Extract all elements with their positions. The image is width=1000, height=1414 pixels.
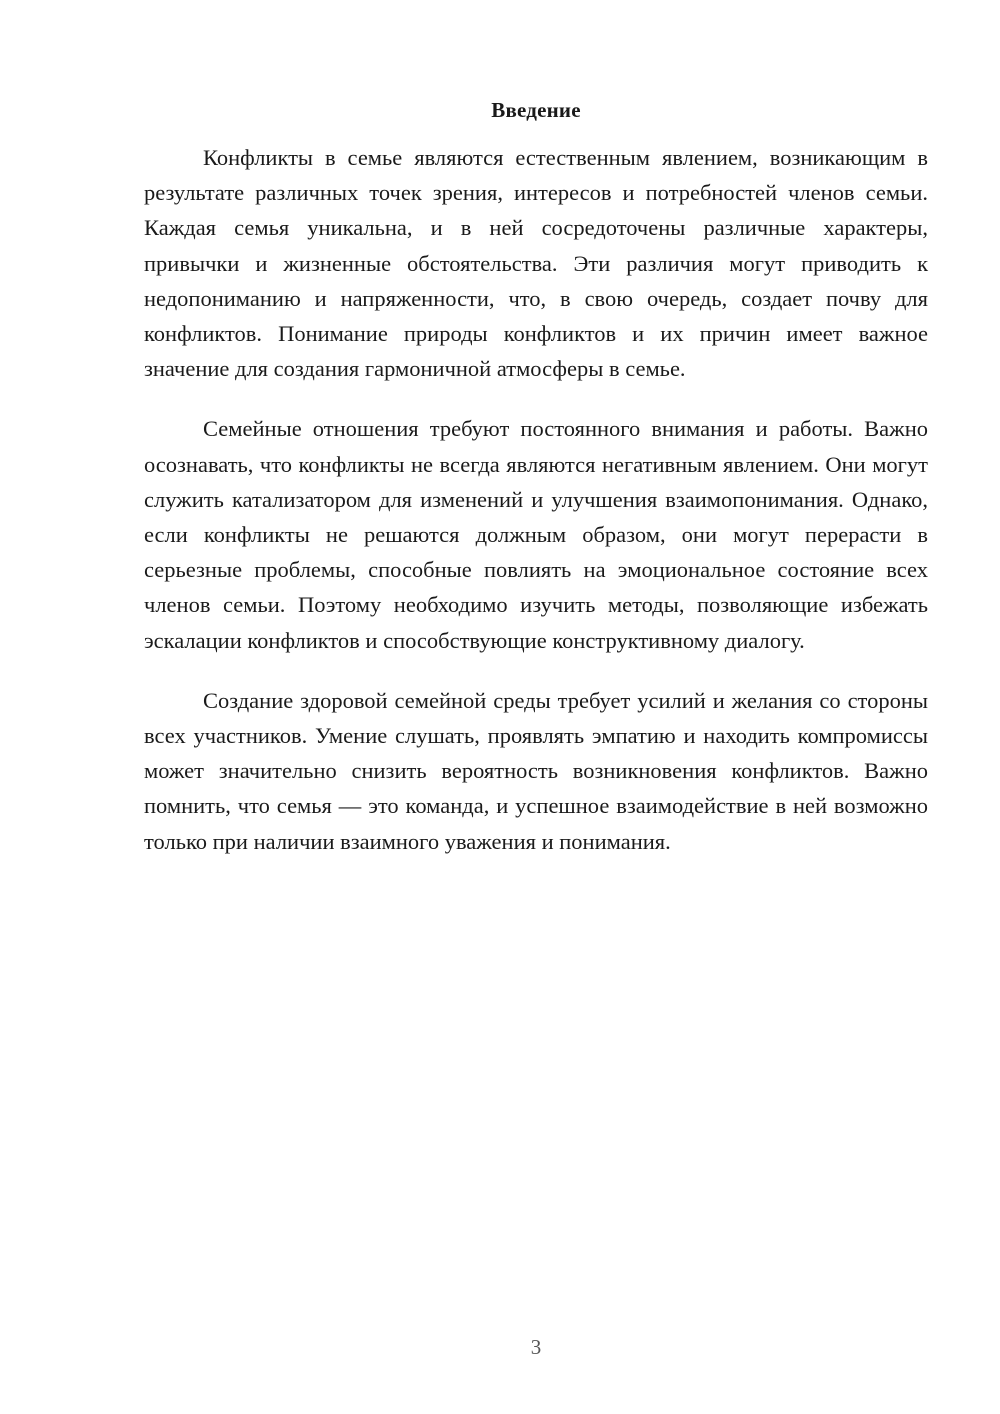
page-content (144, 92, 928, 884)
paragraph-3: Создание здоровой семейной среды требует усилий и желания со стороны всех участников. Умение слушать, проявлять эмпатию и находить компромиссы может значительно снизить вероятность возникновения конфликтов. Важно помнить, что семья — это команда, и успешное взаимодействие в ней возможно только при наличии взаимного уважения и понимания. (144, 687, 928, 854)
section-title: Введение (491, 98, 581, 122)
paragraph-1: Конфликты в семье являются естественным явлением, возникающим в результате различных точек зрения, интересов и потребностей членов семьи. Каждая семья уникальна, и в ней сосредоточены различные характеры, привычки и жизненные обстоятельства. Эти различия могут приводить к недопониманию и напряженности, что, в свою очередь, создает почву для конфликтов. Понимание природы конфликтов и их причин имеет важное значение для создания гармоничной атмосферы в семье. (144, 145, 928, 382)
page-number: 3 (530, 1335, 542, 1359)
paragraph-2: Семейные отношения требуют постоянного внимания и работы. Важно осознавать, что конфликты не всегда являются негативным явлением. Они могут служить катализатором для изменений и улучшения взаимопонимания. Однако, если конфликты не решаются должным образом, они могут перерасти в серьезные проблемы, способные повлиять на эмоциональное состояние всех членов семьи. Поэтому необходимо изучить методы, позволяющие избежать эскалации конфликтов и способствующие конструктивному диалогу. (144, 416, 928, 653)
